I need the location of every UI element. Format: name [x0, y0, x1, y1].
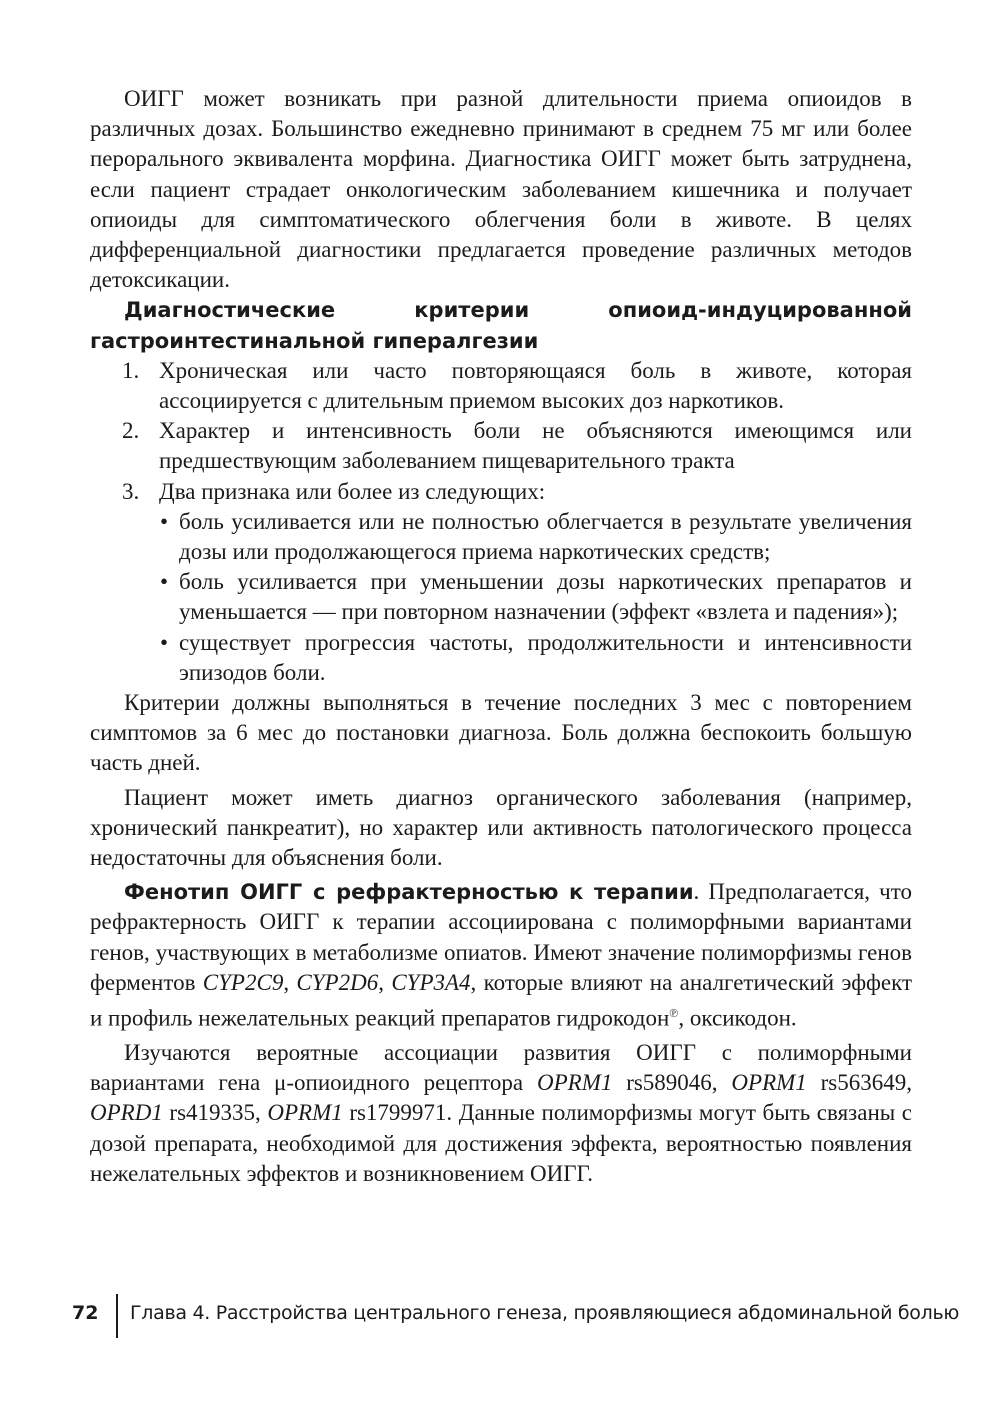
gene-name: OPRM1 [267, 1100, 343, 1126]
bullet-icon: • [160, 569, 169, 595]
list-item-text: существует прогрессия частоты, продолжительности и интенсивности эпизодов боли. [179, 629, 912, 685]
paragraph-text: rs419335, [162, 1100, 268, 1126]
page-content [90, 84, 912, 1189]
gene-name: CYP3A4 [391, 969, 471, 995]
list-number: 2. [122, 418, 140, 444]
list-item [90, 567, 912, 627]
bullet-icon: • [160, 508, 169, 534]
paragraph-text: , оксикодон. [678, 1005, 797, 1031]
organic-disease-paragraph: Пациент может иметь диагноз органического заболевания (например, хронический панкреатит), но характер или активность патологического процесса недостаточны для объяснения боли. [90, 784, 912, 871]
page-number: 72 [72, 1302, 99, 1324]
list-item-text: боль усиливается или не полностью облегчается в результате увеличения дозы или продолжающегося приема наркотических средств; [179, 508, 912, 565]
signs-list [90, 507, 912, 688]
chapter-title: Глава 4. Расстройства центрального генеза, проявляющиеся абдоминальной болью [130, 1302, 960, 1324]
separator: , [283, 969, 297, 995]
gene-name: OPRM1 [731, 1070, 807, 1096]
list-item [90, 507, 912, 567]
list-item [90, 416, 912, 476]
gene-name: OPRM1 [536, 1070, 613, 1096]
list-item-text: Хроническая или часто повторяющаяся боль в животе, которая ассоциируется с длительным приемом высоких доз наркотиков. [159, 357, 912, 414]
section-heading: Диагностические критерии опиоид-индуцированной гастроинтестинальной гипералгезии [90, 298, 912, 353]
paragraph-text: . Предполагается, что рефрактерность ОИГГ к терапии ассоциирована с полиморфными вариантами генов, участвующих в метаболизме опиатов. Имеют значение полиморфизмы генов ферментов [90, 879, 912, 995]
gene-name: OPRD1 [90, 1100, 163, 1126]
list-number: 3. [122, 478, 140, 504]
separator: , [378, 969, 392, 995]
footer-divider [116, 1294, 118, 1338]
paragraph-text: Изучаются вероятные ассоциации развития ОИГГ с полиморфными вариантами гена μ-опиоидного рецептора [90, 1039, 912, 1096]
list-item-text: Характер и интенсивность боли не объясняются имеющимся или предшествующим заболеванием пищеварительного тракта [159, 418, 912, 474]
paragraph-text: rs589046, [612, 1070, 732, 1096]
polymorphism-paragraph [90, 1038, 912, 1189]
list-item [90, 628, 912, 688]
paragraph-text: rs1799971. Данные полиморфизмы могут быть связаны с дозой препарата, необходимой для достижения эффекта, вероятностью появления нежелательных эффектов и возникновением ОИГГ. [90, 1100, 912, 1186]
registered-mark-icon: ℗ [669, 1006, 679, 1021]
intro-paragraph: ОИГГ может возникать при разной длительности приема опиоидов в различных дозах. Большинство ежедневно принимают в среднем 75 мг или более перорального эквивалента морфина. Диагностика ОИГГ может быть затруднена, если пациент страдает онкологическим заболеванием кишечника и получает опиоиды для симптоматического облегчения боли в животе. В целях дифференциальной диагностики предлагается проведение различных методов детоксикации. [90, 86, 912, 293]
refractory-phenotype-paragraph [90, 877, 912, 1034]
list-item [90, 356, 912, 416]
criteria-list [90, 356, 912, 507]
gene-name: CYP2C9 [202, 969, 284, 995]
gene-name: CYP2D6 [296, 969, 379, 995]
list-item [90, 477, 912, 507]
criteria-duration-paragraph: Критерии должны выполняться в течение последних 3 мес с повторением симптомов за 6 мес до постановки диагноза. Боль должна беспокоить большую часть дней. [90, 690, 912, 776]
phenotype-heading: Фенотип ОИГГ с рефрактерностью к терапии [124, 880, 694, 905]
list-item-text: Два признака или более из следующих: [159, 478, 546, 504]
list-number: 1. [122, 357, 140, 383]
paragraph-text: rs563649, [806, 1070, 912, 1096]
list-item-text: боль усиливается при уменьшении дозы наркотических препаратов и уменьшается — при повторном назначении (эффект «взлета и падения»); [179, 569, 912, 625]
paragraph-text: , которые влияют на аналгетический эффект и профиль нежелательных реакций препаратов гидрокодон [90, 969, 912, 1031]
page-footer [72, 1294, 960, 1338]
bullet-icon: • [160, 629, 169, 655]
